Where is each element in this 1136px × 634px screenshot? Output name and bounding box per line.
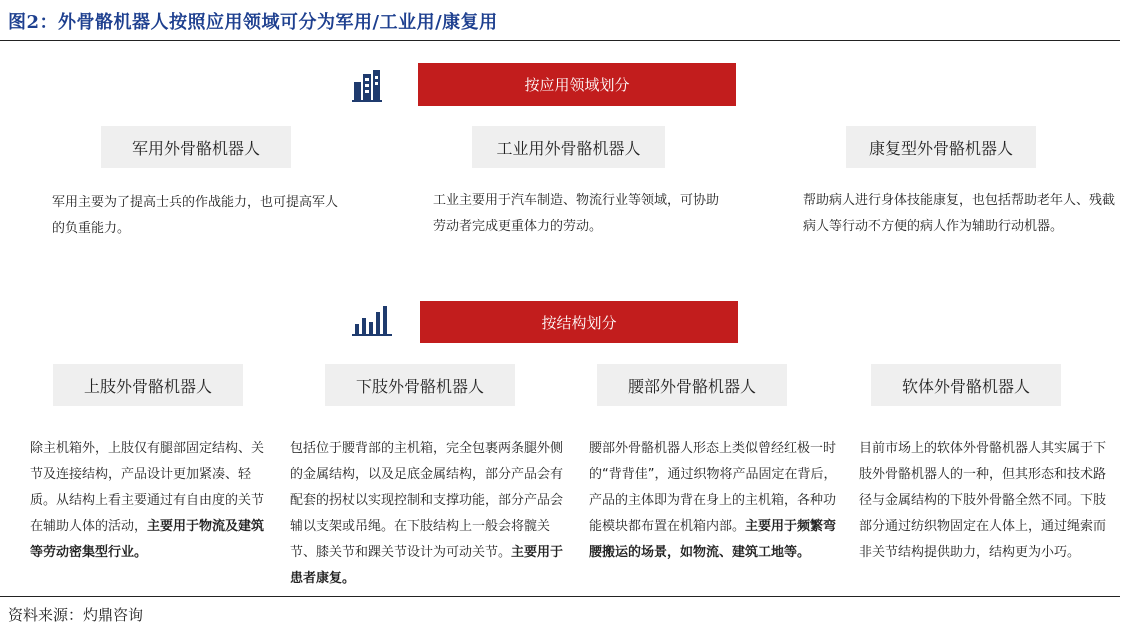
desc-industrial: 工业主要用于汽车制造、物流行业等领域，可协助劳动者完成更重体力的劳动。 bbox=[433, 193, 720, 234]
desc-waist bbox=[589, 436, 841, 566]
desc-lower-limb-bold: 主要用于患者康复。 bbox=[290, 545, 564, 586]
building-chart-icon bbox=[352, 68, 382, 106]
top-rule bbox=[0, 40, 1120, 41]
bottom-rule bbox=[0, 596, 1120, 597]
desc-soft bbox=[859, 436, 1109, 566]
section2-banner: 按结构划分 bbox=[420, 301, 738, 343]
desc-upper-limb-bold: 主要用于物流及建筑等劳动密集型行业。 bbox=[30, 519, 265, 560]
desc-upper-limb-text: 除主机箱外，上肢仅有腿部固定结构、关节及连接结构，产品设计更加紧凑、轻质。从结构上看主要通过有自由度的关节在辅助人体的活动， bbox=[30, 441, 265, 534]
category-industrial: 工业用外骨骼机器人 bbox=[472, 126, 665, 168]
desc-lower-limb-text: 包括位于腰背部的主机箱，完全包裹两条腿外侧的金属结构，以及足底金属结构，部分产品会有配套的拐杖以实现控制和支撑功能，部分产品会辅以支架或吊绳。在下肢结构上一般会将髋关节、膝关节和踝关节设计为可动关节。 bbox=[290, 441, 564, 560]
category-rehab: 康复型外骨骼机器人 bbox=[846, 126, 1036, 168]
category-soft: 软体外骨骼机器人 bbox=[871, 364, 1061, 406]
category-waist: 腰部外骨骼机器人 bbox=[597, 364, 787, 406]
source-note: 资料来源：灼鼎咨询 bbox=[8, 606, 144, 624]
desc-rehab: 帮助病人进行身体技能康复，也包括帮助老年人、残截病人等行动不方便的病人作为辅助行动机器。 bbox=[803, 193, 1116, 234]
category-military: 军用外骨骼机器人 bbox=[101, 126, 291, 168]
category-lower-limb: 下肢外骨骼机器人 bbox=[325, 364, 515, 406]
desc-soft-text: 目前市场上的软体外骨骼机器人其实属于下肢外骨骼机器人的一种，但其形态和技术路径与金属结构的下肢外骨骼全然不同。下肢部分通过纺织物固定在人体上，通过绳索而非关节结构提供助力，结构更为小巧。 bbox=[859, 441, 1107, 560]
category-upper-limb: 上肢外骨骼机器人 bbox=[53, 364, 243, 406]
figure-title: 图2：外骨骼机器人按照应用领域可分为军用/工业用/康复用 bbox=[8, 12, 498, 33]
desc-waist-bold: 主要用于频繁弯腰搬运的场景，如物流、建筑工地等。 bbox=[589, 519, 837, 560]
desc-lower-limb bbox=[290, 436, 570, 592]
desc-waist-text: 腰部外骨骼机器人形态上类似曾经红极一时的“背背佳”，通过织物将产品固定在背后，产品的主体即为背在身上的主机箱，各种功能模块都布置在机箱内部。 bbox=[589, 441, 837, 534]
desc-upper-limb bbox=[30, 436, 272, 566]
desc-military: 军用主要为了提高士兵的作战能力，也可提高军人的负重能力。 bbox=[52, 195, 339, 236]
bar-chart-icon bbox=[352, 302, 394, 340]
section1-banner: 按应用领域划分 bbox=[418, 63, 736, 106]
